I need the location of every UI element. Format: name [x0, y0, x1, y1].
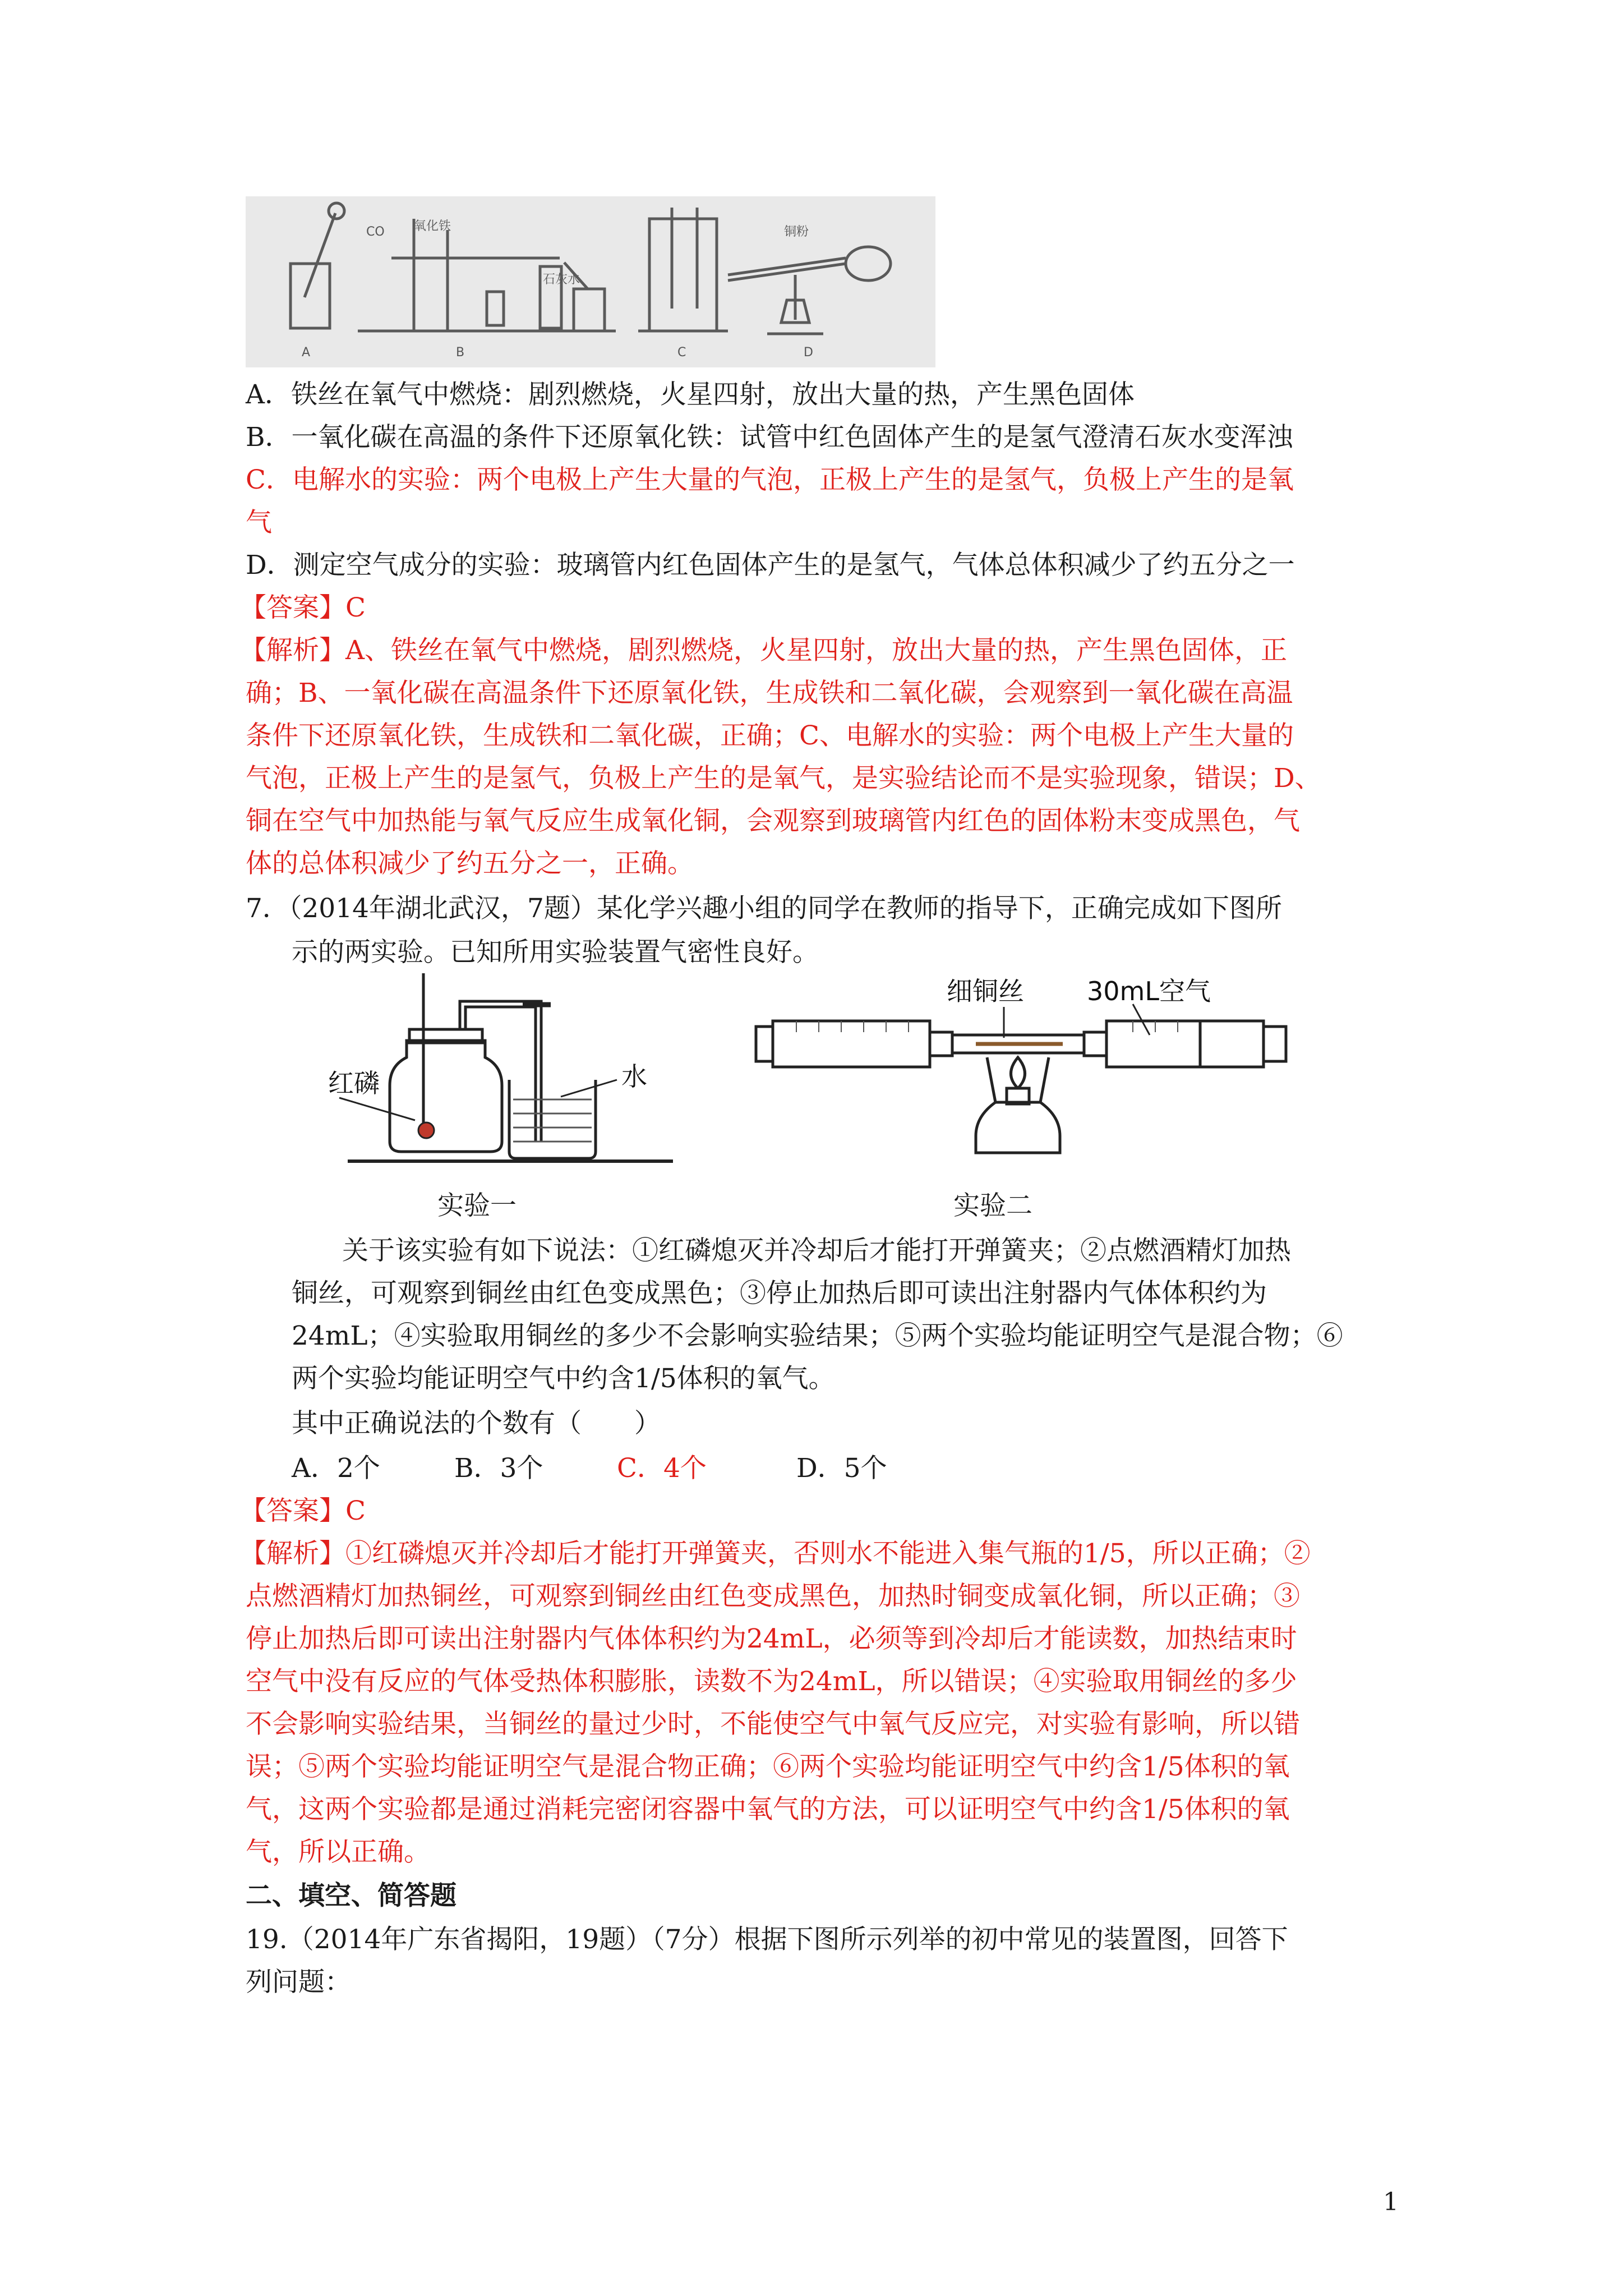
q7-analysis-line-4: 空气中没有反应的气体受热体积膨胀，读数不为24mL，所以错误；④实验取用铜丝的多少 — [246, 1666, 1297, 1697]
q6-option-c-cont: 气 — [246, 507, 272, 538]
q7-analysis-line-3: 停止加热后即可读出注射器内气体体积约为24mL，必须等到冷却后才能读数，加热结束时 — [246, 1623, 1297, 1654]
q7-statement-line-2: 铜丝，可观察到铜丝由红色变成黑色；③停止加热后即可读出注射器内气体体积约为 — [292, 1278, 1267, 1309]
q7-choice-d: D．5个 — [796, 1453, 887, 1484]
q6-analysis-line-6: 体的总体积减少了约五分之一，正确。 — [246, 848, 694, 879]
q6-analysis-line-5: 铜在空气中加热能与氧气反应生成氧化铜，会观察到玻璃管内红色的固体粉末变成黑色，气 — [246, 806, 1300, 836]
q7-analysis-line-5: 不会影响实验结果，当铜丝的量过少时，不能使空气中氧气反应完，对实验有影响，所以错 — [246, 1709, 1300, 1740]
label-30ml-air: 30mL空气 — [1087, 976, 1211, 1006]
experiment-one-figure — [325, 973, 684, 1186]
q7-choice-a: A．2个 — [292, 1453, 380, 1484]
q6-option-a: A．铁丝在氧气中燃烧：剧烈燃烧，火星四射，放出大量的热，产生黑色固体 — [246, 379, 1135, 410]
q6-option-d: D．测定空气成分的实验：玻璃管内红色固体产生的是氢气，气体总体积减少了约五分之一 — [246, 550, 1295, 581]
experiment-two-illustration — [740, 968, 1301, 1175]
label-copper-wire: 细铜丝 — [947, 976, 1024, 1006]
label-b: B — [456, 346, 465, 360]
q7-stem-line-2: 示的两实验。已知所用实验装置气密性良好。 — [292, 937, 819, 968]
q19-stem-line-2: 列问题： — [246, 1967, 351, 1998]
q7-analysis-line-6: 误；⑤两个实验均能证明空气是混合物正确；⑥两个实验均能证明空气中约含1/5体积的氧 — [246, 1751, 1290, 1782]
label-red-phosphorus: 红磷 — [328, 1068, 380, 1098]
label-copper-powder: 铜粉 — [784, 225, 809, 239]
q6-option-c: C．电解水的实验：两个电极上产生大量的气泡，正极上产生的是氢气，负极上产生的是氧 — [246, 464, 1294, 495]
q7-statement-line-1: 关于该实验有如下说法：①红磷熄灭并冷却后才能打开弹簧夹；②点燃酒精灯加热 — [342, 1235, 1291, 1266]
q7-statement-line-4: 两个实验均能证明空气中约含1/5体积的氧气。 — [292, 1363, 835, 1394]
q7-choice-c: C．4个 — [617, 1453, 707, 1484]
q6-analysis-line-2: 确；B、一氧化碳在高温条件下还原氧化铁，生成铁和二氧化碳，会观察到一氧化碳在高温 — [246, 678, 1293, 708]
q7-analysis-line-2: 点燃酒精灯加热铜丝，可观察到铜丝由红色变成黑色，加热时铜变成氧化铜，所以正确；③ — [246, 1581, 1300, 1612]
caption-experiment-one: 实验一 — [437, 1190, 517, 1221]
section-heading-fill-blank: 二、填空、简答题 — [246, 1880, 457, 1911]
caption-experiment-two: 实验二 — [953, 1190, 1032, 1221]
experiment-one-illustration — [325, 973, 684, 1186]
q19-stem-line-1: 19.（2014年广东省揭阳，19题）（7分）根据下图所示列举的初中常见的装置图，回答下 — [246, 1924, 1288, 1955]
label-water: 水 — [621, 1061, 647, 1092]
label-d: D — [804, 346, 813, 360]
q7-statement-line-3: 24mL；④实验取用铜丝的多少不会影响实验结果；⑤两个实验均能证明空气是混合物；⑥ — [292, 1320, 1343, 1351]
q6-analysis-line-1: 【解析】A、铁丝在氧气中燃烧，剧烈燃烧，火星四射，放出大量的热，产生黑色固体，正 — [240, 635, 1287, 666]
label-a: A — [302, 346, 311, 360]
q7-answer: 【答案】C — [240, 1496, 366, 1526]
label-limewater: 石灰水 — [543, 273, 580, 287]
apparatus-figure-top — [246, 196, 935, 367]
q7-question: 其中正确说法的个数有（ ） — [292, 1408, 661, 1439]
q6-analysis-line-3: 条件下还原氧化铁，生成铁和二氧化碳，正确；C、电解水的实验：两个电极上产生大量的 — [246, 720, 1294, 751]
q7-analysis-line-1: 【解析】①红磷熄灭并冷却后才能打开弹簧夹，否则水不能进入集气瓶的1/5，所以正确；② — [240, 1538, 1311, 1569]
label-iron-oxide: 氧化铁 — [414, 219, 451, 233]
apparatus-illustration — [246, 196, 935, 367]
page-number: 1 — [1383, 2188, 1399, 2216]
q7-choice-b: B．3个 — [454, 1453, 543, 1484]
q6-analysis-line-4: 气泡，正极上产生的是氢气，负极上产生的是氧气，是实验结论而不是实验现象，错误；D、 — [246, 763, 1321, 794]
label-c: C — [677, 346, 686, 360]
q6-answer: 【答案】C — [240, 592, 366, 623]
label-co: CO — [366, 225, 385, 239]
q7-stem-line-1: 7．（2014年湖北武汉，7题）某化学兴趣小组的同学在教师的指导下，正确完成如下图所 — [246, 893, 1282, 924]
experiment-two-figure — [740, 968, 1301, 1175]
q6-option-b: B．一氧化碳在高温的条件下还原氧化铁：试管中红色固体产生的是氢气澄清石灰水变浑浊 — [246, 422, 1293, 453]
q7-analysis-line-8: 气，所以正确。 — [246, 1837, 430, 1867]
q7-analysis-line-7: 气，这两个实验都是通过消耗完密闭容器中氧气的方法，可以证明空气中约含1/5体积的氧 — [246, 1794, 1290, 1825]
